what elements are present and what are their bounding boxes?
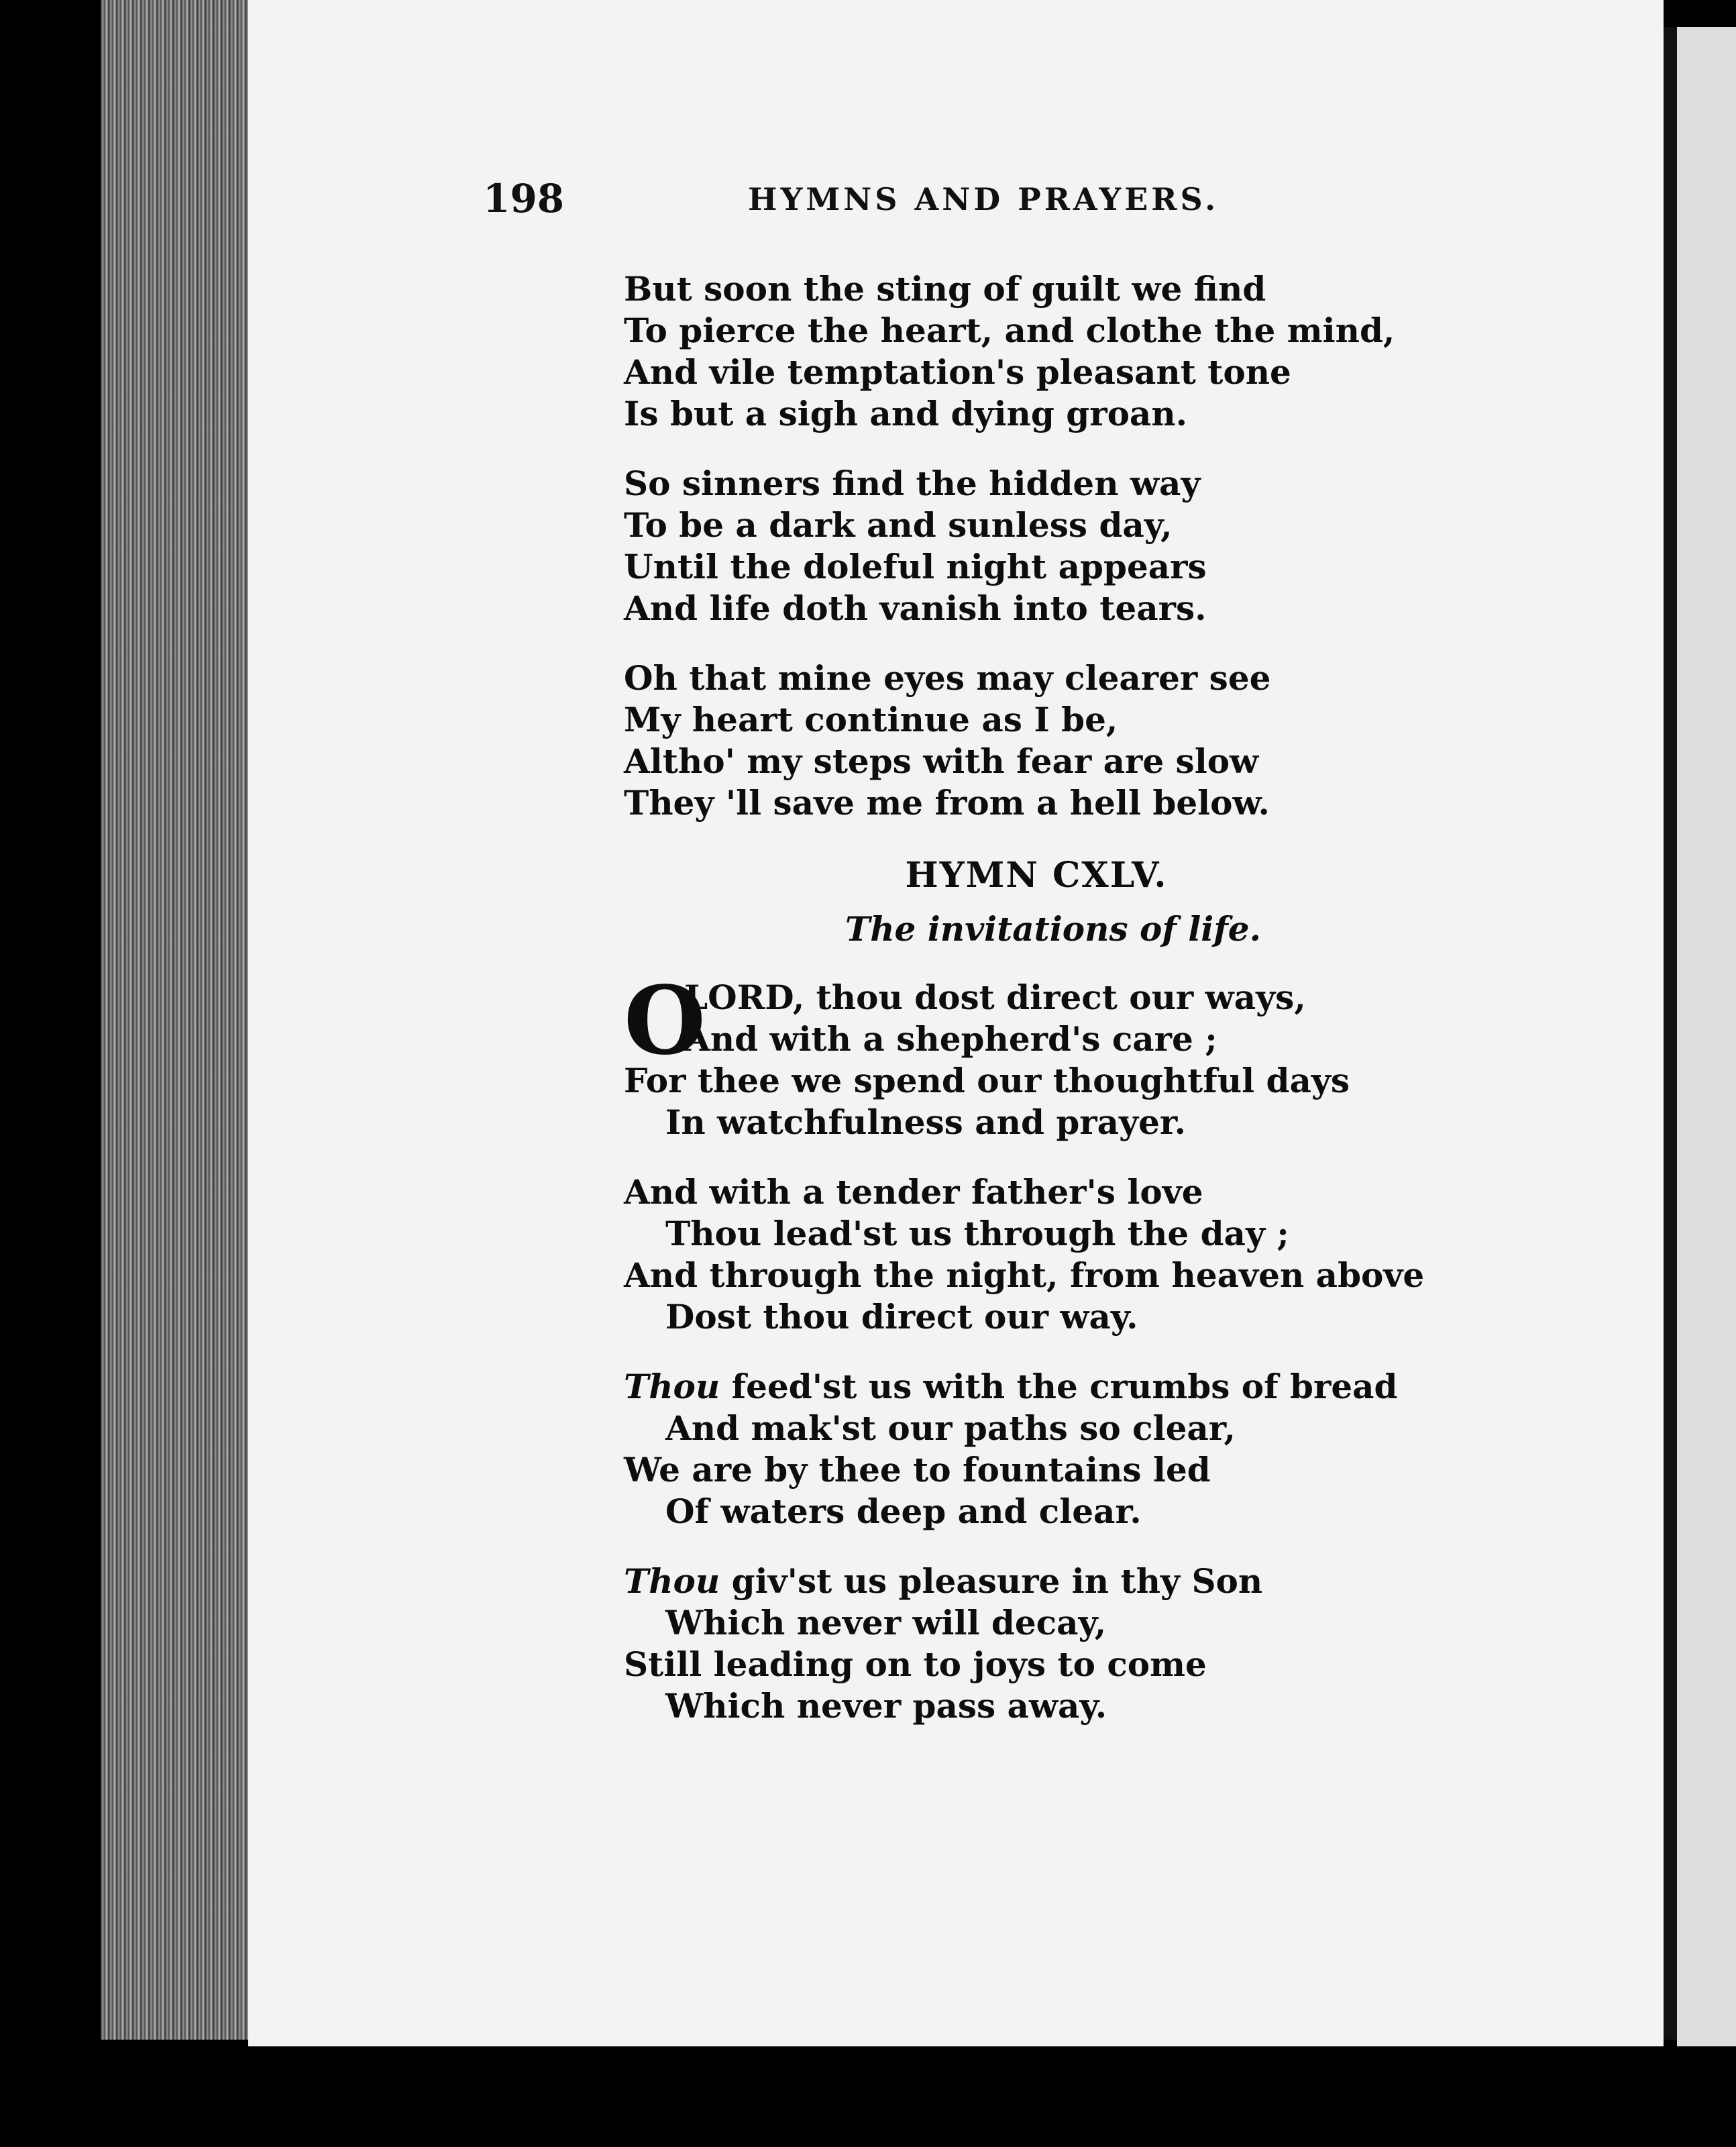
verse-line: Which never will decay, [665, 1603, 1107, 1642]
verse-line: Dost thou direct our way. [665, 1297, 1138, 1337]
stanza [624, 463, 1563, 629]
verse-line: And with a shepherd's care ; [684, 1019, 1217, 1059]
scan-border [0, 2046, 1736, 2147]
verse-line: To pierce the heart, and clothe the mind, [624, 311, 1395, 350]
verse-line: So sinners find the hidden way [624, 464, 1201, 503]
verse-line [624, 1366, 1563, 1408]
stanza [624, 1366, 1563, 1532]
verse-line: My heart continue as I be, [624, 700, 1118, 739]
verse-line: But soon the sting of guilt we find [624, 269, 1266, 309]
verse-line: Oh that mine eyes may clearer see [624, 658, 1271, 698]
page-body [624, 268, 1563, 1755]
verse-line: And with a tender father's love [624, 1172, 1203, 1212]
gutter-shadow [1664, 27, 1677, 2040]
verse-line: We are by thee to fountains led [624, 1450, 1211, 1489]
verse-line: Thou lead'st us through the day ; [665, 1214, 1289, 1253]
hymn-title: HYMN CXLV. [905, 855, 1168, 896]
verse-text: LORD, thou dost direct our ways, [684, 978, 1306, 1017]
stanza [624, 1561, 1563, 1727]
verse-line: Still leading on to joys to come [624, 1644, 1207, 1684]
verse-line: For thee we spend our thoughtful days [624, 1061, 1350, 1100]
verse-line: And life doth vanish into tears. [624, 588, 1207, 628]
page-number: 198 [483, 176, 565, 221]
verse-line: In watchfulness and prayer. [665, 1102, 1187, 1142]
verse-line: Of waters deep and clear. [665, 1491, 1142, 1531]
stanza [624, 966, 1563, 1143]
running-title: HYMNS AND PRAYERS. [748, 181, 1219, 217]
drop-cap: O [624, 966, 706, 1076]
verse-text: giv'st us pleasure in thy Son [720, 1561, 1263, 1601]
stanza [624, 1171, 1563, 1338]
verse-text: feed'st us with the crumbs of bread [720, 1367, 1398, 1406]
hymn-subtitle: The invitations of life. [845, 909, 1261, 949]
book-page-edges [101, 0, 255, 2040]
verse-line [624, 1561, 1563, 1602]
facing-page-edge [1677, 27, 1736, 2046]
verse-line: Altho' my steps with fear are slow [624, 741, 1259, 781]
verse-line: And vile temptation's pleasant tone [624, 352, 1291, 392]
page-header [483, 176, 1221, 223]
verse-line: They 'll save me from a hell below. [624, 783, 1270, 823]
verse-line: Is but a sigh and dying groan. [624, 394, 1188, 433]
italic-word: Thou [624, 1561, 720, 1601]
stanza [624, 658, 1563, 824]
verse-line: To be a dark and sunless day, [624, 505, 1173, 545]
italic-word: Thou [624, 1367, 720, 1406]
verse-line: Which never pass away. [665, 1686, 1107, 1726]
verse-line: And mak'st our paths so clear, [665, 1408, 1236, 1448]
verse-line: Until the doleful night appears [624, 547, 1207, 586]
stanza [624, 268, 1563, 435]
verse-line: And through the night, from heaven above [624, 1255, 1425, 1295]
